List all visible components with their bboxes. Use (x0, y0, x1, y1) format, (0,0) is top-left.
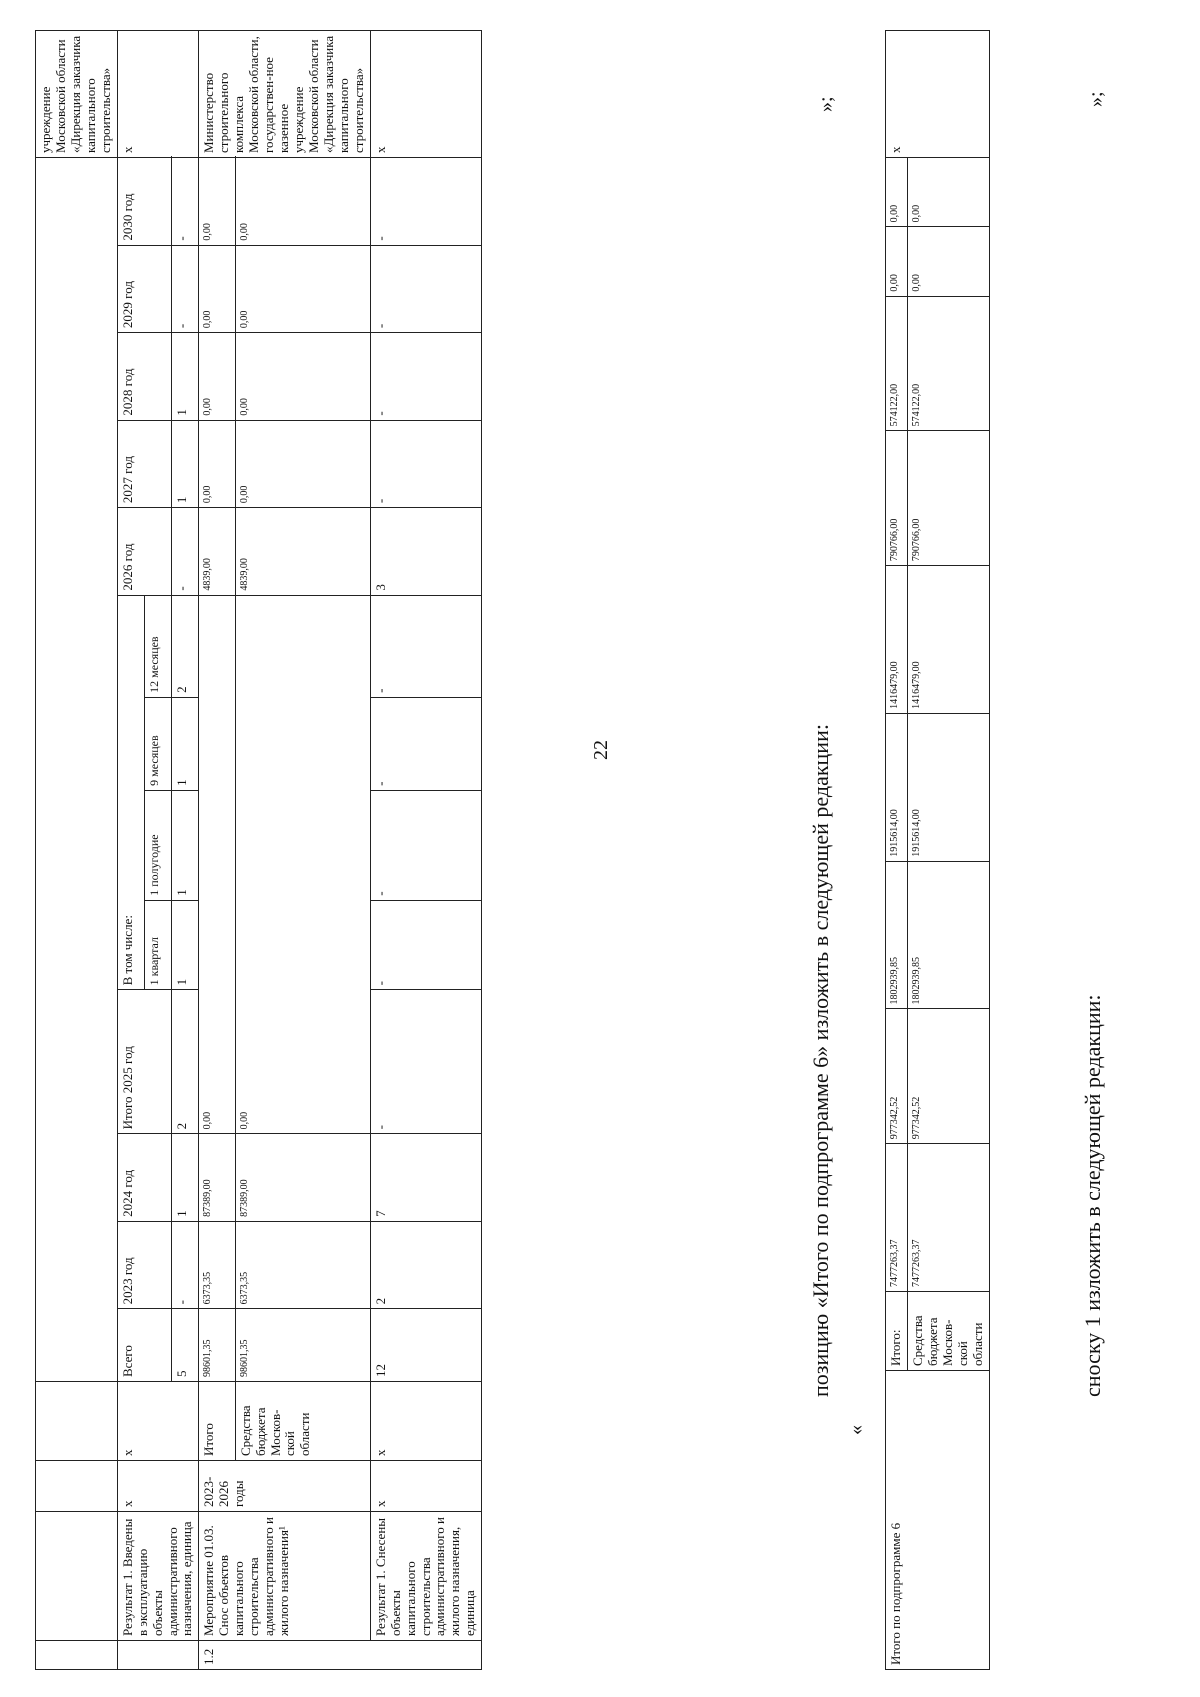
total-label: Итого по подпрограмме 6 (886, 1371, 990, 1670)
close-quote-1: »; (815, 96, 837, 112)
executor: Министерство строительного комплекса Московской области, государствен-ное казенное учреждение Московской области «Дирекция заказчика капитального строительства» (199, 31, 370, 158)
close-quote-2: »; (1085, 91, 1107, 107)
result-2-row: Результат 1. Снесены объекты капитального строительства административного и жилого назначения, единица х х 12 2 7 - - - - - 3 - - - - х (370, 31, 482, 1670)
heading-2: сноску 1 изложить в следующей редакции: (1080, 994, 1105, 1397)
result-1: Результат 1. Введены в эксплуатацию объекты административного назначения, единица (117, 1512, 199, 1641)
total-table: Итого по подпрограмме 6 Итого: 7477263,37 977342,52 1802939,85 1915614,00 1416479,00 790766,00 574122,00 0,00 0,00 х Средства бюджета Москов-ской области 7477263,37 977342,52 1802939,85 1915614,00 1416479,00 790766,00 574122,00 0,00 0,00 (885, 30, 990, 1670)
main-table: учреждение Московской области «Дирекция заказчика капитального строительства» Результат 1. Введены в эксплуатацию объекты административного назначения, единица х х Всего 2023 год 2024 год Итого 2025 год В том числе: 2026 год 2027 год 2028 год 2029 год 2030 год х 1 квартал 1 полугодие 9 месяцев 12 месяцев 5 - 1 2 1 1 1 2 - 1 1 - - 1.2 Мероприятие 01.03. Снос объектов капитального строительства административного и жилого назначения¹ 2023-2026 годы Итого 98601,35 6373,35 87389,00 0,00 4839,00 0,00 0,00 0,00 0,00 Министерство строительного комплекса Московской области, государствен-ное казенное учреждение Московской области «Дирекция заказчика капитального строительства» Средства бюджета Москов-ской области 98601,35 6373,35 87389,00 0,00 4839,00 0,00 0,00 0,00 0,00 Результат 1. Снесены объекты капитального строительства административного и жилого назначения, единица х х 12 2 7 - - - - - 3 - - - - х (35, 30, 482, 1670)
result-1-values: 5 - 1 2 1 1 1 2 - 1 1 - - (171, 31, 199, 1670)
page-number: 22 (590, 740, 612, 760)
executor-top: учреждение Московской области «Дирекция заказчика капитального строительства» (36, 31, 118, 158)
event-row: 1.2 Мероприятие 01.03. Снос объектов капитального строительства административного и жилого назначения¹ 2023-2026 годы Итого 98601,35 6373,35 87389,00 0,00 4839,00 0,00 0,00 0,00 0,00 Министерство строительного комплекса Московской области, государствен-ное казенное учреждение Московской области «Дирекция заказчика капитального строительства» (199, 31, 235, 1670)
heading-1: позицию «Итого по подпрограмме 6» изложить в следующей редакции: (808, 724, 833, 1397)
open-quote: « (845, 1425, 867, 1435)
result-2: Результат 1. Снесены объекты капитального строительства административного и жилого назначения, единица (370, 1512, 482, 1641)
event-title: Мероприятие 01.03. Снос объектов капитального строительства административного и жилого назначения¹ (199, 1512, 370, 1641)
